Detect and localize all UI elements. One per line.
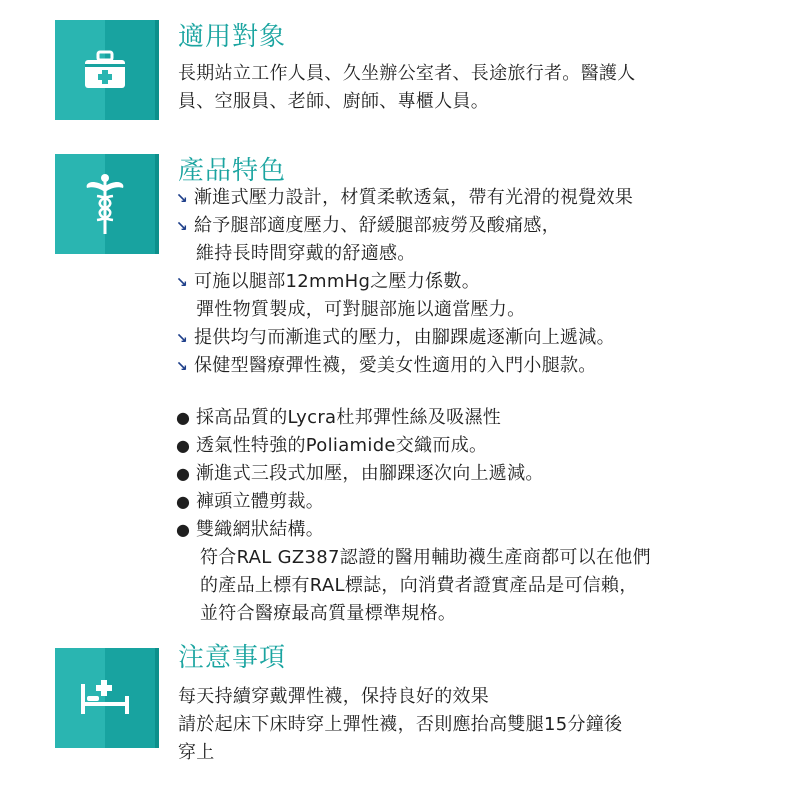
body-line: 每天持續穿戴彈性襪，保持良好的效果: [178, 686, 490, 707]
list-item: ↘ 保健型醫療彈性襪，愛美女性適用的入門小腿款。: [176, 352, 633, 380]
list-item: ● 褲頭立體剪裁。: [176, 488, 651, 516]
body-line: 請於起床下床時穿上彈性襪，否則應抬高雙腿15分鐘後: [178, 714, 623, 735]
bullet-icon: ●: [176, 520, 191, 539]
divider-line: [155, 154, 159, 254]
list-item-continuation: 維持長時間穿戴的舒適感。: [196, 243, 416, 264]
arrow-icon: ↘: [176, 359, 189, 375]
hospital-bed-icon: [55, 648, 155, 748]
section-title: 注意事項: [178, 643, 287, 673]
body-line: 長期站立工作人員、久坐辦公室者、長途旅行者。醫護人: [178, 63, 636, 84]
caduceus-icon: [55, 154, 155, 254]
body-line: 員、空服員、老師、廚師、專櫃人員。: [178, 91, 490, 112]
list-item: ● 漸進式三段式加壓，由腳踝逐次向上遞減。: [176, 460, 651, 488]
bullet-icon: ●: [176, 436, 191, 455]
list-item-continuation: 彈性物質製成，可對腿部施以適當壓力。: [196, 299, 526, 320]
feature-list: [176, 184, 633, 380]
list-item-continuation: 並符合醫療最高質量標準規格。: [200, 603, 457, 624]
first-aid-kit-icon: [55, 20, 155, 120]
bullet-icon: ●: [176, 408, 191, 427]
list-item: ↘ 給予腿部適度壓力、舒緩腿部疲勞及酸痛感，: [176, 212, 633, 240]
bullet-icon: ●: [176, 492, 191, 511]
divider-line: [155, 20, 159, 120]
list-item-continuation: 符合RAL GZ387認證的醫用輔助襪生產商都可以在他們: [200, 547, 651, 568]
section-title: 產品特色: [178, 156, 287, 186]
divider-line: [155, 648, 159, 748]
list-item-continuation: 的產品上標有RAL標誌，向消費者證實產品是可信賴，: [200, 575, 638, 596]
bullet-list: [176, 404, 651, 628]
list-item: ↘ 漸進式壓力設計，材質柔軟透氣，帶有光滑的視覺效果: [176, 184, 633, 212]
body-line: 穿上: [178, 742, 215, 763]
list-item: ↘ 可施以腿部12mmHg之壓力係數。: [176, 268, 633, 296]
bullet-icon: ●: [176, 464, 191, 483]
list-item: ● 採高品質的Lycra杜邦彈性絲及吸濕性: [176, 404, 651, 432]
section-body: [178, 60, 636, 116]
list-item: ● 雙織網狀結構。: [176, 516, 651, 544]
list-item: ↘ 提供均勻而漸進式的壓力，由腳踝處逐漸向上遞減。: [176, 324, 633, 352]
section-body: [178, 683, 622, 767]
section-title: 適用對象: [178, 22, 287, 52]
arrow-icon: ↘: [176, 331, 189, 347]
arrow-icon: ↘: [176, 191, 189, 207]
arrow-icon: ↘: [176, 275, 189, 291]
arrow-icon: ↘: [176, 219, 189, 235]
list-item: ● 透氣性特強的Poliamide交織而成。: [176, 432, 651, 460]
